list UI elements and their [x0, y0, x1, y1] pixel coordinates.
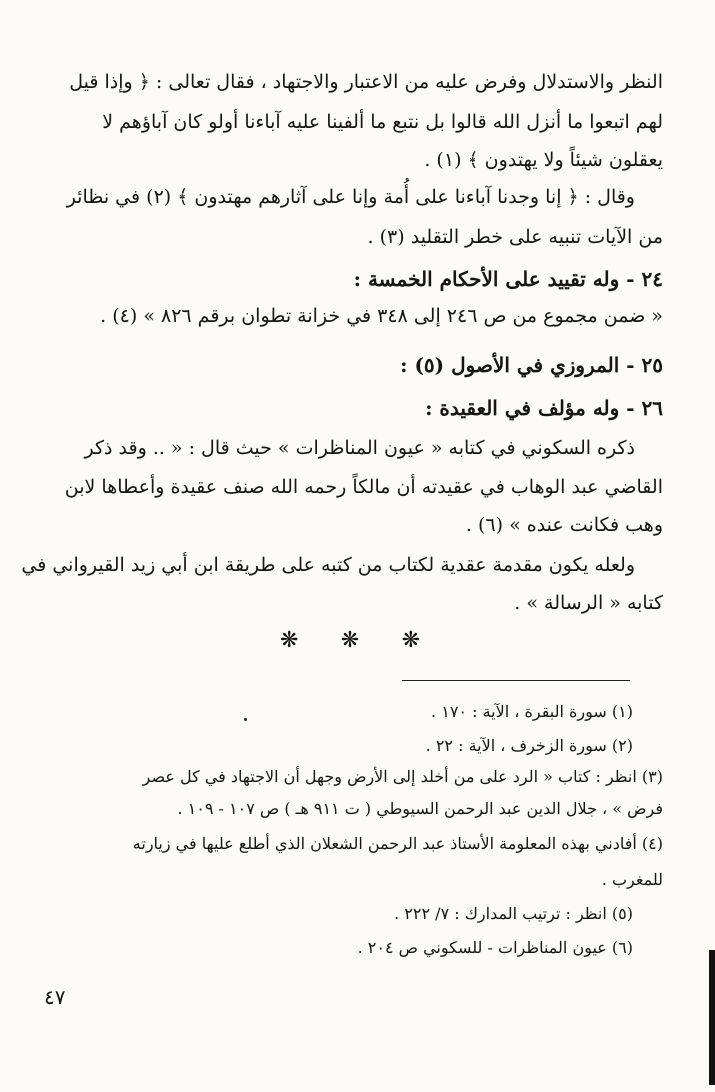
star-icon: ❋ — [401, 628, 420, 653]
star-icon: ❋ — [280, 628, 299, 653]
section-26-line-4: ولعله يكون مقدمة عقدية لكتاب من كتبه على طريقة ابن أبي زيد القيرواني في — [21, 554, 635, 576]
section-heading-25: ٢٥ - المروزي في الأصول (٥) : — [400, 353, 663, 377]
section-26-line-5: كتابه « الرسالة » . — [514, 592, 663, 614]
section-24-text: « ضمن مجموع من ص ٢٤٦ إلى ٣٤٨ في خزانة تطوان برقم ٨٢٦ » (٤) . — [100, 305, 663, 327]
footnote-4-line-1: (٤) أفادني بهذه المعلومة الأستاذ عبد الرحمن الشعلان الذي أطلع عليها في زيارته — [132, 834, 663, 853]
footnote-divider — [402, 680, 630, 681]
footnote-1: (١) سورة البقرة ، الآية : ١٧٠ . — [431, 702, 633, 721]
footnote-4-line-2: للمغرب . — [601, 870, 663, 889]
section-26-line-2: القاضي عبد الوهاب في عقيدته أن مالكاً رحمه الله صنف عقيدة وأعطاها لابن — [64, 476, 663, 498]
body-line-3: يعقلون شيئاً ولا يهتدون ﴾ (١) . — [424, 149, 663, 171]
footnote-5: (٥) انظر : ترتيب المدارك : ٧/ ٢٢٢ . — [394, 904, 633, 923]
footnote-2: (٢) سورة الزخرف ، الآية : ٢٢ . — [425, 736, 633, 755]
separator-stars — [280, 628, 420, 653]
body-line-4: وقال : ﴿ إنا وجدنا آباءنا على أُمة وإنا على آثارهم مهتدون ﴾ (٢) في نظائر — [66, 186, 635, 208]
section-26-line-1: ذكره السكوني في كتابه « عيون المناظرات » حيث قال : « .. وقد ذكر — [84, 437, 635, 459]
footnote-3-line-2: فرض » ، جلال الدين عبد الرحمن السيوطي ( ت ٩١١ هـ ) ص ١٠٧ - ١٠٩ . — [177, 799, 663, 818]
body-line-5: من الآيات تنبيه على خطر التقليد (٣) . — [367, 226, 663, 248]
section-26-line-3: وهب فكانت عنده » (٦) . — [465, 514, 663, 536]
body-line-1: النظر والاستدلال وفرض عليه من الاعتبار والاجتهاد ، فقال تعالى : ﴿ وإذا قيل — [69, 71, 663, 93]
section-heading-24: ٢٤ - وله تقييد على الأحكام الخمسة : — [353, 267, 663, 291]
footnote-3-line-1: (٣) انظر : كتاب « الرد على من أخلد إلى الأرض وجهل أن الاجتهاد في كل عصر — [142, 767, 663, 786]
scan-edge — [709, 950, 715, 1085]
section-heading-26: ٢٦ - وله مؤلف في العقيدة : — [425, 396, 663, 420]
page-number: ٤٧ — [44, 985, 66, 1009]
star-icon: ❋ — [340, 628, 360, 653]
body-line-2: لهم اتبعوا ما أنزل الله قالوا بل نتبع ما ألفينا عليه آباءنا أولو كان آباؤهم لا — [102, 111, 663, 133]
speck-mark — [244, 718, 247, 721]
footnote-6: (٦) عيون المناظرات - للسكوني ص ٢٠٤ . — [357, 938, 633, 957]
